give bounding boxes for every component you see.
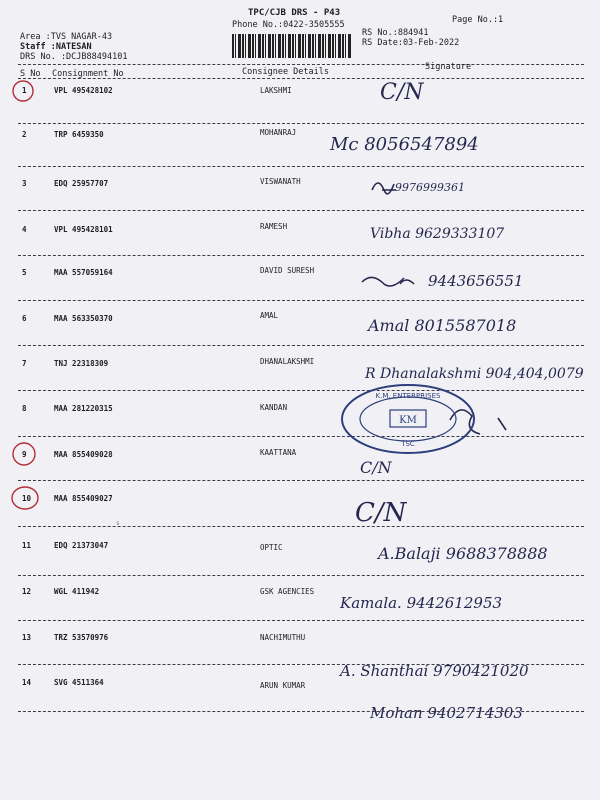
row-signature: Amal 8015587018 — [368, 316, 517, 335]
row-consignee: KANDAN — [260, 403, 288, 412]
row-consignee: LAKSHMI — [260, 86, 292, 95]
row-divider — [18, 480, 584, 481]
row-consignment: EDQ 21373047 — [54, 541, 109, 550]
stray-mark: s — [116, 520, 120, 527]
row-divider — [18, 166, 584, 167]
row-consignment: WGL 411942 — [54, 587, 100, 596]
signature-scribble — [372, 183, 396, 194]
row-consignment: VPL 495428102 — [54, 86, 113, 95]
row-consignee: MOHANRAJ — [260, 128, 297, 137]
row-sno: 14 — [22, 678, 32, 687]
row-divider — [18, 123, 584, 124]
row-signature: C/N — [355, 498, 407, 528]
row-sno: 11 — [22, 541, 32, 550]
row-signature: C/N — [380, 80, 424, 105]
row-sno: 9 — [22, 450, 27, 459]
phone-number: Phone No.:0422-3505555 — [232, 20, 345, 30]
drs-number: DRS No. :DCJB88494101 — [20, 52, 128, 62]
rs-number: RS No.:884941 — [362, 28, 429, 38]
row-divider — [18, 711, 584, 712]
row-consignee: DHANALAKSHMI — [260, 357, 315, 366]
row-consignment: MAA 563350370 — [54, 314, 113, 323]
row-divider — [18, 620, 584, 621]
row-sno: 5 — [22, 268, 27, 277]
row-consignee: AMAL — [260, 311, 279, 320]
row-sno: 6 — [22, 314, 27, 323]
row-divider — [18, 300, 584, 301]
stamp-initials: KM — [399, 415, 417, 426]
col-consignment: Consignment No — [52, 69, 124, 79]
row-consignee: OPTIC — [260, 543, 283, 552]
row-consignee: VISWANATH — [260, 177, 301, 186]
row-signature: 9976999361 — [395, 181, 465, 194]
row-consignee: RAMESH — [260, 222, 288, 231]
row-consignee: KAATTANA — [260, 448, 297, 457]
page-number: Page No.:1 — [452, 15, 504, 25]
header-divider-bottom — [18, 78, 584, 79]
barcode-image — [232, 34, 352, 58]
row-divider — [18, 436, 584, 437]
row-consignee: GSK AGENCIES — [260, 587, 315, 596]
header-divider-top — [18, 64, 584, 65]
row-divider — [18, 210, 584, 211]
row-signature: A. Shanthai 9790421020 — [340, 662, 529, 680]
company-stamp — [342, 385, 474, 453]
row-consignment: MAA 855409027 — [54, 494, 113, 503]
row-signature: Mc 8056547894 — [330, 134, 479, 155]
row-signature: C/N — [360, 458, 392, 477]
signature-scribble — [450, 410, 506, 434]
row-consignee: ARUN KUMAR — [260, 681, 306, 690]
col-consignee: Consignee Details — [242, 67, 329, 77]
row-sno: 4 — [22, 225, 27, 234]
stamp-text: TSC — [401, 440, 415, 448]
staff-label: Staff :NATESAN — [20, 42, 92, 52]
row-divider — [18, 345, 584, 346]
row-signature: Vibha 9629333107 — [370, 226, 505, 242]
row-divider — [18, 390, 584, 391]
row-sno: 13 — [22, 633, 32, 642]
row-signature: 9443656551 — [428, 272, 524, 290]
rs-date: RS Date:03-Feb-2022 — [362, 38, 460, 48]
signature-scribble — [362, 277, 414, 286]
row-signature: R Dhanalakshmi 904,404,0079 — [365, 366, 584, 382]
row-consignment: MAA 281220315 — [54, 404, 113, 413]
row-signature: Kamala. 9442612953 — [340, 594, 503, 612]
row-consignment: TNJ 22318309 — [54, 359, 109, 368]
row-consignment: TRZ 53570976 — [54, 633, 109, 642]
row-signature: A.Balaji 9688378888 — [378, 544, 548, 563]
stamp-text: K.M. ENTERPRISES — [375, 392, 441, 400]
col-sno: S No — [20, 69, 41, 79]
row-consignee: DAVID SURESH — [260, 266, 315, 275]
col-signature: Signature — [425, 62, 472, 72]
row-consignment: MAA 855409028 — [54, 450, 113, 459]
area-label: Area :TVS NAGAR-43 — [20, 32, 113, 42]
row-consignee: NACHIMUTHU — [260, 633, 306, 642]
row-sno: 3 — [22, 179, 27, 188]
row-divider — [18, 664, 584, 665]
row-sno: 2 — [22, 130, 27, 139]
row-consignment: TRP 6459350 — [54, 130, 104, 139]
row-sno: 12 — [22, 587, 32, 596]
row-signature: Mohan 9402714303 — [370, 704, 523, 722]
row-sno: 7 — [22, 359, 27, 368]
drs-title: TPC/CJB DRS - P43 — [248, 8, 341, 18]
row-sno: 10 — [22, 494, 32, 503]
row-sno: 8 — [22, 404, 27, 413]
row-consignment: SVG 4511364 — [54, 678, 104, 687]
row-consignment: EDQ 25957707 — [54, 179, 109, 188]
row-consignment: VPL 495428101 — [54, 225, 113, 234]
row-divider — [18, 526, 584, 527]
row-consignment: MAA 557059164 — [54, 268, 113, 277]
row-sno: 1 — [22, 86, 27, 95]
row-divider — [18, 575, 584, 576]
row-divider — [18, 255, 584, 256]
